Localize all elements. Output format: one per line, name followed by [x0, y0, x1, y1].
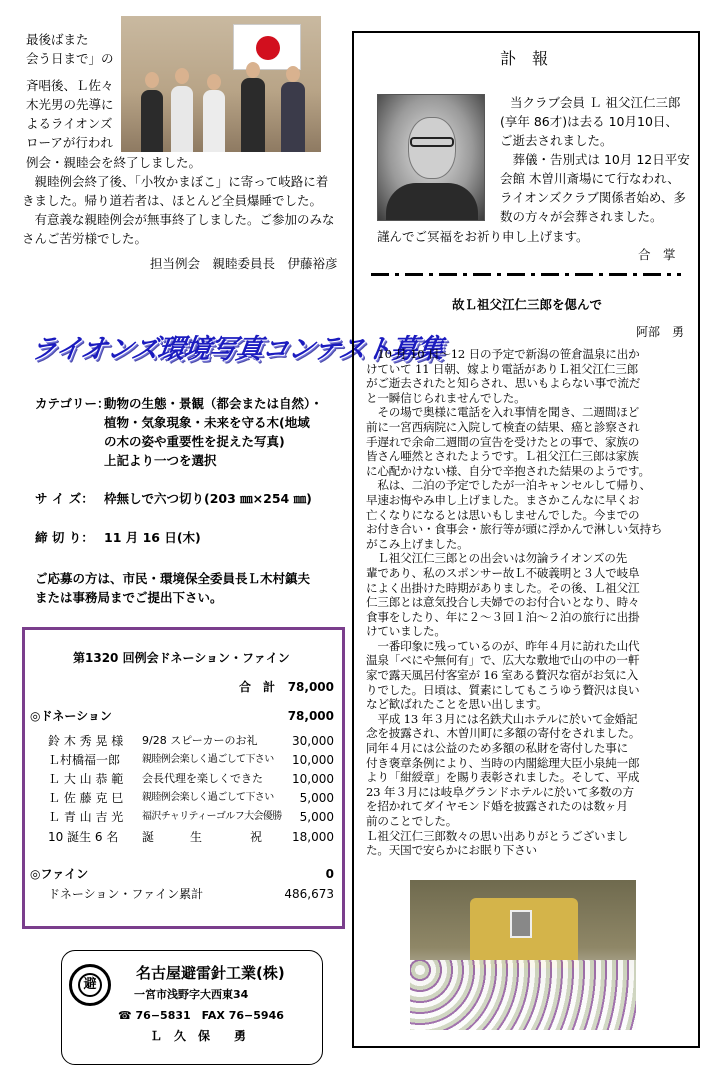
- article-line: 斉唱後、Ｌ佐々: [26, 78, 114, 93]
- donation-section-label: ◎ドネーション: [30, 709, 112, 723]
- deadline-label: 締 切 り：: [35, 530, 94, 545]
- memorial-line: 23 年３月には岐阜グランドホテルに於いて多数の方: [366, 784, 634, 799]
- size-label: サ イ ズ：: [35, 491, 94, 506]
- memorial-line: と一瞬信じられませんでした。: [366, 390, 526, 405]
- donor-name: 鈴 木 秀 晃 様: [48, 734, 124, 748]
- donor-name: Ｌ 大 山 恭 範: [48, 772, 124, 786]
- fine-label: ◎ファイン: [30, 867, 89, 881]
- article-line: きました。帰り道若者は、ほとんど全員爆睡でした。: [22, 193, 323, 208]
- obituary-line: (享年 86才)は去る 10月10日、: [500, 114, 678, 129]
- obituary-line: 会館 木曽川斎場にて行なわれ、: [500, 171, 680, 186]
- memorial-line: 念を披露され、木曽川町に多額の寄付をされました。: [366, 726, 641, 741]
- donation-section-value: 78,000: [287, 709, 334, 723]
- memorial-line: 皆さん唖然とされたようです。Ｌ祖父江仁三郎は家族: [366, 449, 639, 464]
- sponsor-name: 名古屋避雷針工業(株): [136, 964, 285, 982]
- memorial-line: より「紺綬章」を賜り表彰されました。そして、平成: [366, 770, 640, 785]
- obituary-closing: 謹んでご冥福をお祈り申し上げます。: [377, 229, 589, 244]
- memorial-line: お付き合い・食事会・旅行等が頭に浮かんで淋しい気持ち: [366, 522, 663, 537]
- total-label: 合 計: [239, 680, 276, 694]
- person-figure: [141, 90, 163, 152]
- memorial-line: Ｌ祖父江仁三郎数々の思い出ありがとうございまし: [366, 828, 629, 843]
- article-line: 有意義な親睦例会が無事終了しました。ご参加のみな: [22, 212, 335, 227]
- funeral-photo: [410, 880, 636, 1030]
- article-line: よるライオンズ: [26, 116, 113, 131]
- japan-flag-icon: [233, 24, 301, 70]
- memorial-line: りでした。日頃は、質素にしてもこうゆう贅沢は良い: [366, 682, 640, 697]
- donor-amount: 5,000: [299, 810, 334, 824]
- donor-amount: 18,000: [292, 830, 334, 844]
- memorial-line: によく出掛けた時期がありました。その後、Ｌ祖父江: [366, 580, 640, 595]
- memorial-line: 一番印象に残っているのが、昨年４月に訪れた山代: [366, 638, 640, 653]
- sponsor-address: 一宮市浅野字大西東34: [134, 988, 249, 1001]
- size-value: 枠無しで六つ切り(203 ㎜×254 ㎜): [104, 491, 312, 506]
- memorial-line: 食事をしたり、年に２〜３回１泊〜２泊の旅行に出掛: [366, 609, 640, 624]
- deadline-value: 11 月 16 日(木): [104, 530, 201, 545]
- donation-title: 第1320 回例会ドネーション・ファイン: [73, 651, 290, 665]
- person-figure: [203, 90, 225, 152]
- obituary-line: 数の方々が会葬されました。: [500, 209, 663, 224]
- category-line: 植物・気象現象・未来を守る木(地域: [104, 415, 310, 430]
- memorial-line: けていました。: [366, 624, 446, 639]
- memorial-line: 前に一宮西病院に入院して検査の結果、癌と診察され: [366, 419, 640, 434]
- memorial-line: Ｌ祖父江仁三郎との出会いは勿論ライオンズの先: [366, 551, 628, 566]
- obituary-title: 訃 報: [500, 49, 549, 68]
- event-photo: [121, 16, 321, 152]
- donor-reason: 福沢チャリティーゴルフ大会優勝: [142, 811, 282, 822]
- memorial-line: た。天国で安らかにお眠り下さい: [366, 843, 537, 858]
- memorial-line: 手遅れで余命二週間の宣告を受けたとの事で、家族の: [366, 434, 640, 449]
- cumulative-label: ドネーション・ファイン累計: [48, 887, 204, 901]
- memorial-line: がこみ上げました。: [366, 536, 469, 551]
- obituary-line: ライオンズクラブ関係者始め、多: [500, 190, 686, 205]
- donor-reason: 親睦例会楽しく過ごして下さい: [142, 792, 274, 803]
- article-line: 親睦例会終了後、「小牧かまぼこ」に寄って岐路に着: [22, 174, 329, 189]
- memorial-line: 私は、二泊の予定でしたが一泊キャンセルして帰り、: [366, 478, 651, 493]
- memorial-line: その場で奥様に電話を入れ事情を聞き、二週間ほど: [366, 405, 639, 420]
- memorial-line: 輩であり、私のスポンサー故Ｌ不破義明と３人で岐阜: [366, 565, 640, 580]
- donor-amount: 10,000: [292, 753, 334, 767]
- total-value: 78,000: [287, 680, 334, 694]
- memorial-line: 同年４月には公益のため多額の私財を寄付した事に: [366, 741, 629, 756]
- donor-reason: 会長代理を楽しくできた: [142, 772, 263, 785]
- memorial-line: 早速お悔やみ申し上げました。まさかこんなに早くお: [366, 492, 640, 507]
- cumulative-value: 486,673: [284, 887, 334, 901]
- deceased-portrait: [377, 94, 485, 221]
- category-label: カテゴリー：: [35, 396, 110, 411]
- memorial-line: 10 月 10 日〜12 日の予定で新潟の笹倉温泉に出か: [366, 347, 640, 361]
- memorial-line: に心配かけない様、自分で辛抱された結果のようです。: [366, 463, 650, 478]
- contest-title: ライオンズ環境写真コンテスト募集: [27, 334, 445, 365]
- sponsor-phone: ☎ 76−5831 FAX 76−5946: [118, 1009, 284, 1022]
- category-line: 動物の生態・景観（都会または自然）・: [104, 396, 323, 411]
- donor-name: Ｌ 佐 藤 克 巳: [48, 791, 124, 805]
- donor-amount: 5,000: [299, 791, 334, 805]
- article-signature: 担当例会 親睦委員長 伊藤裕彦: [150, 256, 338, 271]
- article-line: ローアが行われ: [26, 135, 113, 150]
- apply-line: または事務局までご提出下さい。: [35, 590, 223, 605]
- memorial-line: 平成 13 年３月には名鉄犬山ホテルに於いて金婚記: [366, 711, 638, 726]
- category-line: 上記より一つを選択: [104, 453, 217, 468]
- section-divider: [371, 273, 681, 276]
- memorial-line: 亡くなりになるとは思いもしませんでした。今までの: [366, 507, 640, 522]
- person-figure: [241, 78, 265, 152]
- donor-reason: 誕 生 祝: [142, 830, 263, 844]
- donor-amount: 30,000: [292, 734, 334, 748]
- memorial-title: 故Ｌ祖父江仁三郎を偲んで: [452, 297, 603, 312]
- memorial-line: 前のことでした。: [366, 814, 458, 828]
- apply-line: ご応募の方は、市民・環境保全委員長Ｌ木村鎮夫: [35, 571, 311, 586]
- person-figure: [171, 86, 193, 152]
- sponsor-person: Ｌ 久 保 勇: [150, 1029, 247, 1043]
- donor-name: Ｌ村橋福一郎: [48, 753, 121, 767]
- memorial-line: など歓ばれたことを思い出します。: [366, 697, 548, 712]
- donor-reason: 親睦例会楽しく過ごして下さい: [142, 754, 274, 765]
- donor-name: 10 誕生 6 名: [48, 830, 119, 844]
- company-logo: 避: [69, 964, 111, 1006]
- article-line: 例会・親睦会を終了しました。: [26, 155, 202, 170]
- memorial-line: 温泉「べにや無何有」で、広大な敷地で山の中の一軒: [366, 653, 640, 668]
- donor-name: Ｌ 青 山 吉 光: [48, 810, 124, 824]
- category-line: の木の姿や重要性を捉えた写真): [104, 434, 285, 449]
- article-line: 木光男の先導に: [26, 97, 114, 112]
- memorial-line: けていて 11 日朝、嫁より電話がありＬ祖父江仁三郎: [366, 361, 638, 376]
- fine-value: 0: [325, 867, 334, 881]
- memorial-line: 家で露天風呂付客室が 16 室ある贅沢な宿がお気に入: [366, 668, 638, 683]
- memorial-author: 阿部 勇: [636, 325, 685, 339]
- memorial-line: 仁三郎とは意気投合し夫婦でのお付合いとなり、時々: [366, 595, 640, 610]
- memorial-line: を招かれてダイヤモンド婚を披露されたのは数ヶ月: [366, 799, 628, 814]
- article-line: 会う日まで」の: [26, 51, 114, 66]
- memorial-line: がご逝去されたと知らされ、思いもよらない事で流だ: [366, 376, 641, 391]
- memorial-body: [366, 347, 696, 858]
- obituary-line: ご逝去されました。: [500, 133, 613, 148]
- person-figure: [281, 82, 305, 152]
- article-line: 最後ばまた: [26, 32, 89, 47]
- obituary-gassho: 合 掌: [638, 247, 676, 262]
- memorial-line: 付き褒章条例により、当時の内閣総理大臣小泉純一郎: [366, 755, 640, 770]
- donor-amount: 10,000: [292, 772, 334, 786]
- obituary-line: 当クラブ会員 Ｌ 祖父江仁三郎: [510, 95, 681, 110]
- donor-reason: 9/28 スピーカーのお礼: [142, 734, 258, 747]
- article-line: さんご苦労様でした。: [22, 231, 148, 246]
- obituary-line: 葬儀・告別式は 10月 12日平安: [500, 152, 690, 167]
